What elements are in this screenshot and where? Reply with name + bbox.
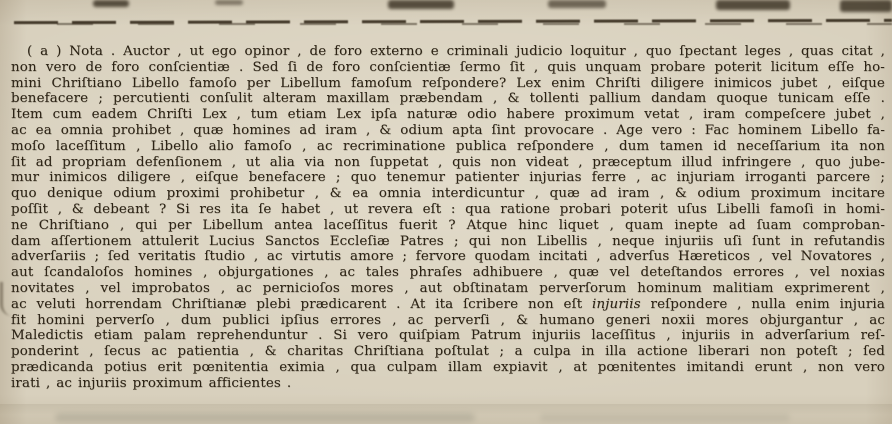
footnote-text-segment: poſſit , & debeant ? Si res ita ſe habet , ut revera eſt : qua ratione probari poterit uſus Libelli famoſi in homi- [11, 201, 885, 217]
footnote-line [11, 234, 885, 250]
footnote-line [11, 186, 885, 202]
italic-word: injuriis [592, 296, 641, 312]
footnote-line [11, 360, 885, 376]
footnote-text-segment: quo denique odium proximi prohibetur , & ea omnia interdicuntur , quæ ad iram , & odium proximum incitare [11, 186, 885, 202]
footnote-line [11, 281, 885, 297]
top-edge-ink-remnant [840, 0, 892, 12]
footnote-text-segment: aut ſcandaloſos homines , objurgationes , ac tales phraſes adhibuere , quæ vel deteſtandos errores , vel noxias [11, 265, 885, 281]
footnote-line [11, 60, 885, 76]
footnote-line [11, 107, 885, 123]
top-edge-ink-remnant [716, 0, 790, 10]
footnote-text-segment: ponderint , ſecus ac patientia , & charitas Chriſtiana poſtulat ; a culpa in illa actione liberari non poteſt ; ſed [11, 344, 885, 360]
footnote-line [11, 123, 885, 139]
footnote-line [11, 76, 885, 92]
footnote-text-segment: adverſariis ; ſed veritatis ſtudio , ac virtutis amore ; fervore quodam incitati , adverſus Hæreticos , vel Novatores , [11, 249, 885, 265]
footnote-block [11, 44, 885, 392]
footnote-text-segment: novitates , vel improbatos , ac pernicioſos mores , aut obſtinatam perverſorum hominum malitiam exprimerent , [11, 280, 885, 296]
bottom-edge-smudge [55, 413, 475, 422]
footnote-text-segment: ſit ad propriam defenſionem , ut alia via non ſuppetat , quis non videat , præceptum illud infringere , quo jube- [11, 154, 885, 170]
bottom-edge-smudge [540, 414, 790, 421]
footnote-line [11, 44, 885, 60]
footnote-text-segment: ( a ) Nota . Auctor , ut ego opinor , de foro externo e criminali judicio loquitur , quo ſpectant leges , quas citat , [27, 44, 885, 59]
footnote-line [11, 218, 885, 234]
footnote-line [11, 249, 885, 265]
footnote-text-segment: mini Chriſtiano Libello famoſo per Libellum famoſum reſpondere? Lex enim Chriſti diligere inimicos jubet , eiſque [11, 75, 885, 91]
footnote-line [11, 344, 885, 360]
footnote-text-segment: prædicanda potius erit pœnitentia eximia , qua culpam illam expiavit , at pœnitentes imitandi erunt , non vero [11, 359, 885, 375]
footnote-text-segment: non vero de foro conſcientiæ . Sed ſi de foro conſcientiæ ſermo ſit , quis unquam probare poterit licitum eſſe ho- [11, 59, 885, 75]
footnote-line [11, 139, 885, 155]
footnote-line [11, 91, 885, 107]
footnote-text-segment: ac veluti horrendam Chriſtianæ plebi prædicarent . At ita ſcribere non eſt [11, 296, 593, 312]
footnote-text-segment: moſo laceſſitum , Libello alio famoſo , ac recriminatione publica reſpondere , dum tamen id neceſſarium ita non [11, 138, 885, 154]
footnote-line [11, 170, 885, 186]
footnote-line [11, 376, 885, 392]
footnote-line [11, 155, 885, 171]
footnote-text-segment: dam aſſertionem attulerit Lucius Sanctos Eccleſiæ Patres ; qui non Libellis , neque injuriis uſi ſunt in refutandis [11, 233, 885, 249]
footnote-line [11, 202, 885, 218]
footnote-text-segment: irati , ac injuriis proximum afficientes . [11, 375, 292, 391]
footnote-line [11, 328, 885, 344]
footnote-text-segment: mur inimicos diligere , eiſque benefacere ; quo tenemur patienter injurias ferre , ac injuriam irroganti parcere ; [11, 170, 885, 186]
footnote-text-segment: Maledictis etiam palam reprehenduntur . Si vero quiſpiam Patrum injuriis laceſſitus , injuriis in adverſarium reſ- [11, 328, 885, 344]
footnote-line [11, 265, 885, 281]
footnote-text-segment: fit homini perverſo , dum publici ipſius errores , ac perverſi , & humano generi noxii mores objurgantur , ac [11, 312, 885, 328]
footnote-text-segment: benefacere ; percutienti conſulit alteram maxillam præbendam , & tollenti pallium dandam quoque tunicam eſſe . [11, 91, 885, 107]
top-edge-ink-remnant [388, 0, 454, 9]
footnote-text-segment: reſpondere , nulla enim injuria [640, 296, 885, 312]
footnote-text-segment: ac ea omnia prohibet , quæ homines ad iram , & odium apta ſint provocare . Age vero : Fac hominem Libello fa- [11, 122, 885, 138]
footnote-line [11, 297, 885, 313]
top-edge-ink-remnant [215, 0, 243, 5]
top-edge-ink-remnant [548, 0, 606, 8]
footnote-text-segment: Item cum eadem Chriſti Lex , tum etiam Lex ipſa naturæ odio habere proximum vetat , iram compeſcere jubet , [11, 107, 885, 123]
footnote-text-segment: ne Chriſtiano , qui per Libellum antea laceſſitus fuerit ? Atque hinc liquet , quam inepte ad ſuam comproban- [11, 217, 885, 233]
footnote-line [11, 313, 885, 329]
dashed-separator-rule-echo [30, 23, 892, 25]
top-edge-ink-remnant [93, 0, 129, 7]
